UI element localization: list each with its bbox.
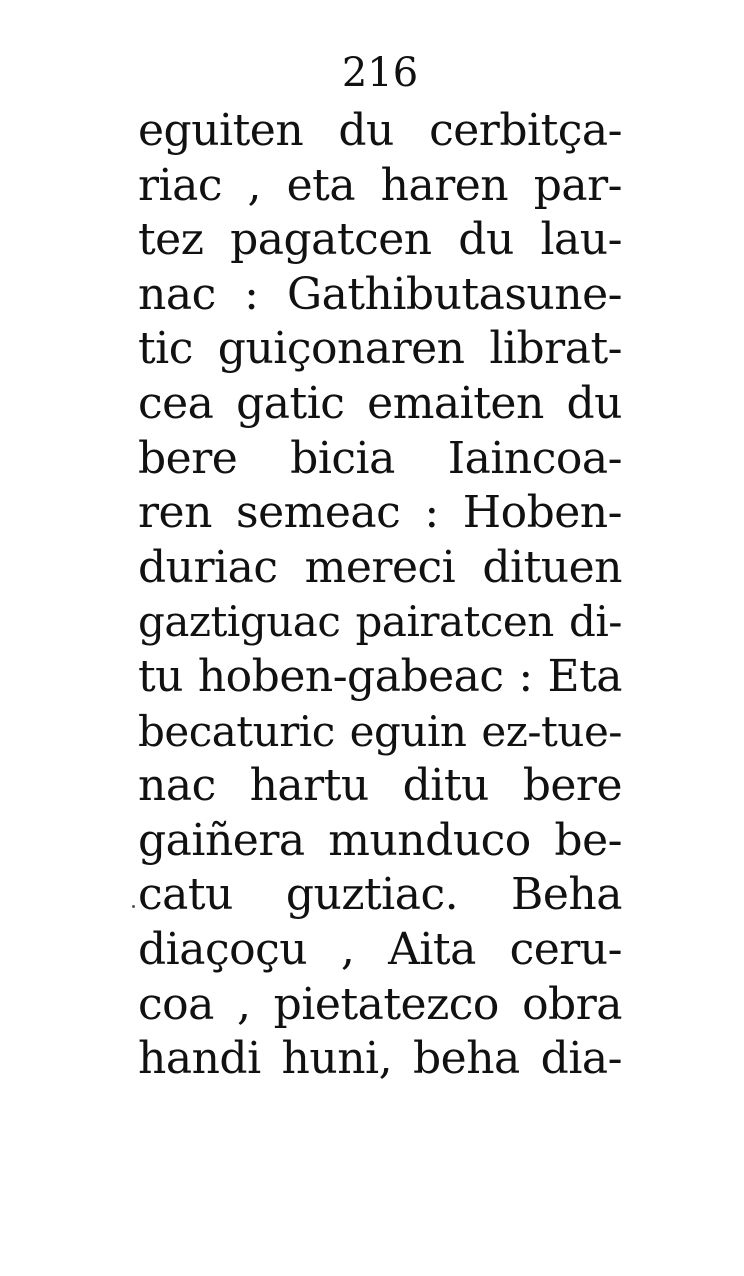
text-line: eguiten du cerbitça-	[138, 105, 622, 156]
text-line: tu hoben-gabeac : Eta	[138, 650, 622, 702]
text-line: coa , pietatezco obra	[138, 978, 622, 1030]
text-line: nac hartu ditu bere	[138, 760, 622, 812]
text-line: ren semeac : Hoben-	[138, 487, 622, 539]
text-line: tic guiçonaren librat-	[138, 323, 622, 375]
text-line: gaztiguac pairatcen di-	[138, 597, 622, 647]
ink-speck	[132, 905, 135, 908]
text-line: riac , eta haren par-	[138, 159, 622, 211]
text-line: becaturic eguin ez-tue-	[138, 706, 622, 756]
text-line: catu guztiac. Beha	[138, 869, 622, 921]
text-line: tez pagatcen du lau-	[138, 214, 622, 266]
text-line: bere bicia Iaincoa-	[138, 432, 622, 484]
text-line: cea gatic emaiten du	[138, 377, 622, 429]
text-line: duriac mereci dituen	[138, 541, 622, 593]
body-text	[138, 104, 622, 1087]
page-number: 216	[341, 50, 419, 96]
text-line: diaçoçu , Aita ceru-	[138, 923, 622, 975]
text-line: handi huni, beha dia-	[138, 1033, 622, 1085]
text-line: nac : Gathibutasune-	[138, 268, 622, 320]
text-line: gaiñera munduco be-	[138, 814, 622, 866]
